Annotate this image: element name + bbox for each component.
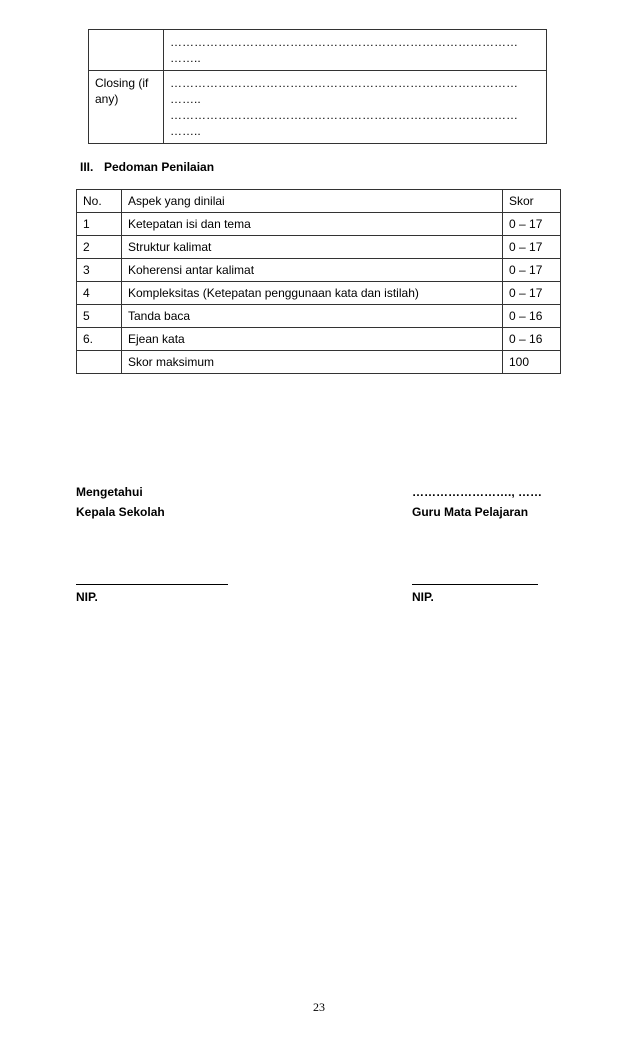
closing-content xyxy=(164,71,547,144)
table-header-row xyxy=(77,190,561,213)
section-heading xyxy=(80,160,214,174)
teacher-title: Guru Mata Pelajaran xyxy=(412,505,529,519)
cell-no: 5 xyxy=(77,305,122,328)
dotted-line: …….. xyxy=(170,92,201,106)
closing-label: Closing (if any) xyxy=(89,71,164,144)
principal-nip: NIP. xyxy=(76,590,98,604)
table-total-row xyxy=(77,351,561,374)
table-row xyxy=(77,259,561,282)
cell-no: 4 xyxy=(77,282,122,305)
dotted-line: …….. xyxy=(170,51,201,65)
cell-no: 1 xyxy=(77,213,122,236)
cell-no: 2 xyxy=(77,236,122,259)
signature-block-teacher xyxy=(412,482,542,522)
section-title: Pedoman Penilaian xyxy=(104,160,215,174)
dotted-line: …………………………………………………………………………… xyxy=(170,35,518,49)
cell-aspect: Kompleksitas (Ketepatan penggunaan kata dan istilah) xyxy=(122,282,503,305)
table-row xyxy=(77,282,561,305)
cell-aspect: Tanda baca xyxy=(122,305,503,328)
section-number: III. xyxy=(80,160,94,174)
teacher-nip: NIP. xyxy=(412,590,434,604)
cell-aspect: Ketepatan isi dan tema xyxy=(122,213,503,236)
activity-table xyxy=(88,29,547,144)
scoring-table xyxy=(76,189,561,374)
signature-line xyxy=(412,572,538,585)
cell-score: 0 – 17 xyxy=(503,236,561,259)
cell-score: 0 – 17 xyxy=(503,213,561,236)
teacher-signature-area xyxy=(412,572,538,607)
dotted-line: …………………………………………………………………………… xyxy=(170,108,518,122)
principal-title: Kepala Sekolah xyxy=(76,505,165,519)
dotted-line: …….. xyxy=(170,124,201,138)
principal-signature-area xyxy=(76,572,228,607)
page-number: 23 xyxy=(313,1000,325,1014)
table-row xyxy=(89,30,547,71)
header-no: No. xyxy=(77,190,122,213)
cell-score: 0 – 16 xyxy=(503,328,561,351)
cell-no xyxy=(77,351,122,374)
cell-no: 3 xyxy=(77,259,122,282)
place-date-placeholder: ……………………., …… xyxy=(412,485,543,499)
header-aspect: Aspek yang dinilai xyxy=(122,190,503,213)
cell-no: 6. xyxy=(77,328,122,351)
cell-aspect: Ejean kata xyxy=(122,328,503,351)
cell-score: 0 – 17 xyxy=(503,282,561,305)
signature-line xyxy=(76,572,228,585)
cell-score: 0 – 16 xyxy=(503,305,561,328)
header-score: Skor xyxy=(503,190,561,213)
row-label xyxy=(89,30,164,71)
cell-score: 100 xyxy=(503,351,561,374)
table-row xyxy=(77,328,561,351)
cell-aspect: Koherensi antar kalimat xyxy=(122,259,503,282)
cell-aspect: Skor maksimum xyxy=(122,351,503,374)
table-row xyxy=(77,236,561,259)
table-row xyxy=(77,213,561,236)
dotted-line: …………………………………………………………………………… xyxy=(170,76,518,90)
acknowledged-label: Mengetahui xyxy=(76,485,143,499)
signature-block-principal xyxy=(76,482,165,522)
table-row xyxy=(89,71,547,144)
cell-aspect: Struktur kalimat xyxy=(122,236,503,259)
table-row xyxy=(77,305,561,328)
row-content xyxy=(164,30,547,71)
cell-score: 0 – 17 xyxy=(503,259,561,282)
